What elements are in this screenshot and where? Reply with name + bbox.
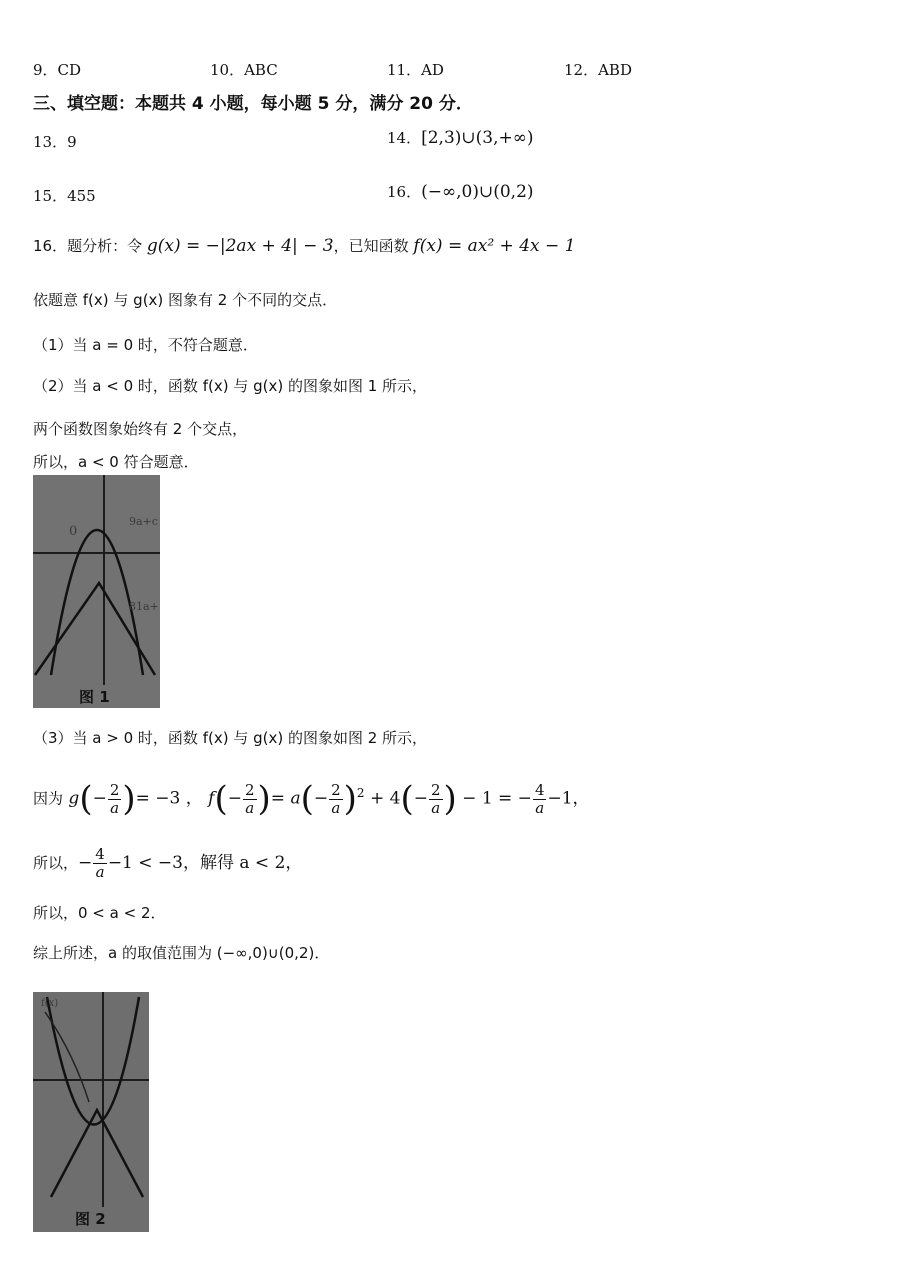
answer-11: 11．AD [387, 61, 444, 79]
f-call: f [208, 788, 215, 809]
analysis-line2: 依题意 f(x) 与 g(x) 图象有 2 个不同的交点． [33, 291, 338, 309]
case-2-c: 所以，a < 0 符合题意． [33, 453, 199, 471]
answer-16 [387, 181, 534, 202]
case-2: （2）当 a < 0 时，函数 f(x) 与 g(x) 的图象如图 1 所示， [33, 377, 428, 395]
because-prefix: 因为 [33, 789, 64, 808]
svg-text:9a+c: 9a+c [129, 515, 158, 528]
answer-14-interval: [2,3)∪(3,+∞) [421, 128, 534, 148]
so-line-1: 所以，− $\frac{4}{a}$ −1 < −3，解得 a < 2， [33, 845, 303, 881]
g-call: g [68, 788, 80, 809]
analysis-intro-mid: ，已知函数 [333, 237, 414, 255]
figure-1-caption: 图 1 [79, 688, 110, 706]
so-line-2: 所以，0 < a < 2． [33, 904, 166, 922]
figure-1-graph [33, 475, 160, 708]
analysis-intro [33, 235, 575, 256]
answer-10: 10．ABC [210, 61, 278, 79]
answer-9: 9．CD [33, 61, 82, 79]
because-equation: 因为 g(− $\frac{2}{a}$ )= −3 ， f(− $\frac{2}{a}$ )= a(− $\frac{2}{a}$ )$^2$ + 4(− $\frac{2}{a}$ ) − 1 = − $\frac{4}{a}$ −1， [33, 779, 590, 819]
answer-13: 13．9 [33, 133, 77, 151]
answer-16-interval: (−∞,0)∪(0,2) [421, 182, 534, 202]
answer-12: 12．ABD [564, 61, 632, 79]
svg-text:f(x): f(x) [41, 998, 59, 1009]
case-2-b: 两个函数图象始终有 2 个交点， [33, 420, 248, 438]
svg-text:81a+: 81a+ [129, 600, 159, 613]
answer-16-number: 16． [387, 183, 422, 201]
answer-14 [387, 127, 534, 148]
figure-2-caption: 图 2 [75, 1210, 106, 1228]
case-3: （3）当 a > 0 时，函数 f(x) 与 g(x) 的图象如图 2 所示， [33, 729, 428, 747]
svg-text:0: 0 [69, 524, 78, 539]
f-definition: f(x) = ax² + 4x − 1 [413, 236, 576, 256]
figure-2-graph [33, 992, 149, 1232]
case-1: （1）当 a = 0 时，不符合题意． [33, 336, 258, 354]
answer-15: 15．455 [33, 187, 96, 205]
conclusion: 综上所述，a 的取值范围为 (−∞,0)∪(0,2)． [33, 944, 330, 962]
section-heading: 三、填空题：本题共 4 小题，每小题 5 分，满分 20 分． [33, 94, 473, 114]
so1-prefix: 所以， [33, 854, 79, 872]
figure-2 [33, 992, 149, 1232]
so1-suffix: −1 < −3，解得 a < 2， [107, 853, 303, 873]
g-definition: g(x) = −|2ax + 4| − 3 [146, 236, 334, 256]
analysis-intro-prefix: 16．题分析：令 [33, 237, 147, 255]
figure-1 [33, 475, 160, 708]
answer-14-number: 14． [387, 129, 422, 147]
